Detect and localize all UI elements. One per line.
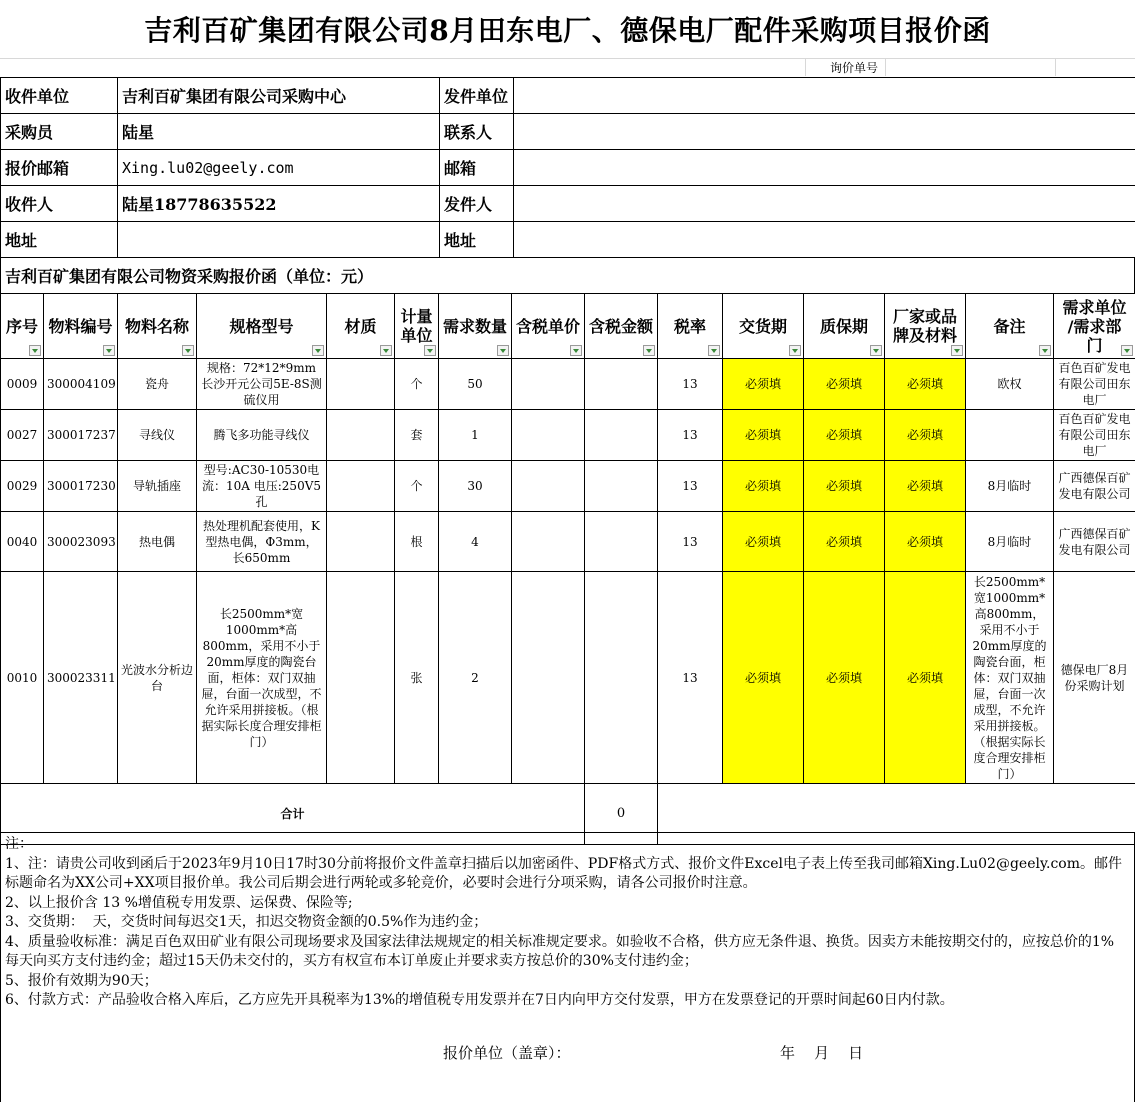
quote-unit-stamp-label: 报价单位（盖章）： xyxy=(443,1043,571,1062)
filter-dropdown-icon[interactable] xyxy=(570,345,582,356)
cell-brand[interactable]: 必须填 xyxy=(885,512,966,572)
col-seq[interactable] xyxy=(1,294,44,359)
cell-brand[interactable]: 必须填 xyxy=(885,359,966,410)
filter-dropdown-icon[interactable] xyxy=(1039,345,1051,356)
col-dept-label-line3: 门 xyxy=(1086,335,1103,355)
buyer-value[interactable]: 陆星 xyxy=(118,114,440,150)
cell-unit[interactable]: 套 xyxy=(395,410,439,461)
buyer-label: 采购员 xyxy=(1,114,118,150)
cell-unit[interactable]: 张 xyxy=(395,572,439,784)
receiver-unit-value[interactable]: 吉利百矿集团有限公司采购中心 xyxy=(118,78,440,114)
cell-warranty[interactable]: 必须填 xyxy=(804,461,885,512)
col-unit-price[interactable] xyxy=(512,294,585,359)
inquiry-number-label: 询价单号 xyxy=(830,61,879,75)
cell-warranty[interactable]: 必须填 xyxy=(804,359,885,410)
cell-seq[interactable]: 0027 xyxy=(1,410,44,461)
cell-qty[interactable]: 50 xyxy=(439,359,512,410)
cell-brand[interactable]: 必须填 xyxy=(885,410,966,461)
col-material-label: 材质 xyxy=(344,316,377,336)
cell-qty[interactable]: 30 xyxy=(439,461,512,512)
grid-line xyxy=(885,59,886,76)
mail-value[interactable] xyxy=(514,150,1135,186)
cell-code[interactable]: 300017237 xyxy=(44,410,118,461)
cell-remark[interactable] xyxy=(966,410,1054,461)
cell-unit-price[interactable] xyxy=(512,410,585,461)
col-name-label: 物料名称 xyxy=(124,316,189,336)
table-row xyxy=(1,410,1135,461)
cell-delivery[interactable]: 必须填 xyxy=(723,359,804,410)
col-warranty-label: 质保期 xyxy=(819,316,868,336)
cell-name[interactable]: 导轨插座 xyxy=(118,461,197,512)
note-item: 6、付款方式：产品验收合格入库后，乙方应先开具税率为13%的增值税专用发票并在7日内向甲方交付发票，甲方在发票登记的开票时间起60日内付款。 xyxy=(5,992,954,1008)
col-brand-label-line1: 厂家或品 xyxy=(892,307,957,326)
cell-unit[interactable]: 个 xyxy=(395,359,439,410)
grid-line xyxy=(1055,59,1056,76)
sender-receiver-table xyxy=(0,77,1135,258)
cell-spec[interactable]: 规格：72*12*9mm 长沙开元公司5E-8S测硫仪用 xyxy=(197,359,327,410)
filter-dropdown-icon[interactable] xyxy=(380,345,392,356)
recipient-value[interactable]: 陆星18778635522 xyxy=(118,186,440,222)
note-item: 1、注：请贵公司收到函后于2023年9月10日17时30分前将报价文件盖章扫描后以加密函件、PDF格式方式、报价文件Excel电子表上传至我司邮箱Xing.Lu02@geely.com。邮件标题命名为XX公司+XX项目报价单。我公司后期会进行两轮或多轮竞价，必要时会进行分项采购，请各公司报价时注意。 xyxy=(5,855,1123,891)
quote-email-value[interactable]: Xing.lu02@geely.com xyxy=(118,150,440,186)
cell-material[interactable] xyxy=(327,461,395,512)
cell-remark[interactable]: 8月临时 xyxy=(966,512,1054,572)
col-delivery[interactable] xyxy=(723,294,804,359)
cell-material[interactable] xyxy=(327,359,395,410)
cell-unit[interactable]: 个 xyxy=(395,461,439,512)
filter-dropdown-icon[interactable] xyxy=(870,345,882,356)
cell-name[interactable]: 寻线仪 xyxy=(118,410,197,461)
sender-unit-label: 发件单位 xyxy=(440,78,514,114)
cell-unit-price[interactable] xyxy=(512,359,585,410)
col-amount-label: 含税金额 xyxy=(588,316,653,336)
col-spec-label: 规格型号 xyxy=(229,316,294,336)
cell-qty[interactable]: 1 xyxy=(439,410,512,461)
cell-brand[interactable]: 必须填 xyxy=(885,461,966,512)
col-qty[interactable] xyxy=(439,294,512,359)
cell-warranty[interactable]: 必须填 xyxy=(804,512,885,572)
cell-spec[interactable]: 型号:AC30-10530电流：10A 电压:250V5孔 xyxy=(197,461,327,512)
col-seq-label: 序号 xyxy=(5,316,38,336)
cell-warranty[interactable]: 必须填 xyxy=(804,572,885,784)
col-brand-label-line2: 牌及材料 xyxy=(892,326,957,345)
cell-spec[interactable]: 长2500mm*宽1000mm*高800mm，采用不小于20mm厚度的陶瓷台面，柜体：双门双抽屉，台面一次成型，不允许采用拼接板。（根据实际长度合理安排柜门） xyxy=(197,572,327,784)
col-delivery-label: 交货期 xyxy=(738,316,787,336)
cell-code[interactable]: 300023311 xyxy=(44,572,118,784)
cell-delivery[interactable]: 必须填 xyxy=(723,461,804,512)
col-unit[interactable] xyxy=(395,294,439,359)
col-tax-label: 税率 xyxy=(673,316,706,336)
total-label: 合计 xyxy=(1,784,585,845)
filter-dropdown-icon[interactable] xyxy=(789,345,801,356)
col-unit-price-label: 含税单价 xyxy=(515,316,580,336)
cell-amount[interactable] xyxy=(585,359,658,410)
cell-material[interactable] xyxy=(327,410,395,461)
cell-delivery[interactable]: 必须填 xyxy=(723,410,804,461)
receiver-unit-label: 收件单位 xyxy=(1,78,118,114)
table-row xyxy=(1,572,1135,784)
cell-spec[interactable]: 热处理机配套使用，K型热电偶，Φ3mm，长650mm xyxy=(197,512,327,572)
cell-seq[interactable]: 0040 xyxy=(1,512,44,572)
grid-line xyxy=(805,59,806,76)
col-tax[interactable] xyxy=(658,294,723,359)
cell-seq[interactable]: 0010 xyxy=(1,572,44,784)
sender-value[interactable] xyxy=(514,186,1135,222)
col-remark-label: 备注 xyxy=(993,316,1026,336)
cell-code[interactable]: 300017230 xyxy=(44,461,118,512)
col-dept-label-line1: 需求单位 xyxy=(1062,297,1127,317)
address2-label: 地址 xyxy=(440,222,514,258)
cell-delivery[interactable]: 必须填 xyxy=(723,572,804,784)
cell-tax[interactable]: 13 xyxy=(658,359,723,410)
cell-amount[interactable] xyxy=(585,512,658,572)
col-dept-label-line2: /需求部 xyxy=(1067,316,1122,336)
cell-brand[interactable]: 必须填 xyxy=(885,572,966,784)
col-code[interactable] xyxy=(44,294,118,359)
page-title: 吉利百矿集团有限公司8月田东电厂、德保电厂配件采购项目报价函 xyxy=(0,0,1135,59)
col-dept[interactable] xyxy=(1054,294,1135,359)
cell-name[interactable]: 瓷舟 xyxy=(118,359,197,410)
cell-material[interactable] xyxy=(327,512,395,572)
filter-dropdown-icon[interactable] xyxy=(312,345,324,356)
address-label: 地址 xyxy=(1,222,118,258)
cell-amount[interactable] xyxy=(585,572,658,784)
cell-remark[interactable]: 欧权 xyxy=(966,359,1054,410)
cell-name[interactable]: 光波水分析边台 xyxy=(118,572,197,784)
cell-dept[interactable]: 百色百矿发电有限公司田东电厂 xyxy=(1054,410,1135,461)
cell-remark[interactable]: 8月临时 xyxy=(966,461,1054,512)
cell-seq[interactable]: 0009 xyxy=(1,359,44,410)
note-item: 4、质量验收标准：满足百色双田矿业有限公司现场要求及国家法律法规规定的相关标准规定要求。如验收不合格，供方应无条件退、换货。因卖方未能按期交付的，应按总价的1% 每天向买方支付违约金；超过15天仍未交付的，买方有权宣布本订单废止并要求卖方按总价的30%支付违约金； xyxy=(5,933,1119,969)
filter-dropdown-icon[interactable] xyxy=(103,345,115,356)
cell-unit-price[interactable] xyxy=(512,572,585,784)
table-row xyxy=(1,512,1135,572)
col-unit-label-line1: 计量 xyxy=(400,307,433,326)
cell-delivery[interactable]: 必须填 xyxy=(723,512,804,572)
contact-label: 联系人 xyxy=(440,114,514,150)
cell-unit-price[interactable] xyxy=(512,512,585,572)
items-table xyxy=(0,293,1135,845)
address2-value[interactable] xyxy=(514,222,1135,258)
cell-dept[interactable]: 德保电厂8月份采购计划 xyxy=(1054,572,1135,784)
col-name[interactable] xyxy=(118,294,197,359)
filter-dropdown-icon[interactable] xyxy=(708,345,720,356)
note-item: 5、报价有效期为90天； xyxy=(5,972,158,989)
note-item: 3、交货期： 天，交货时间每迟交1天，扣迟交物资金额的0.5%作为违约金； xyxy=(5,914,488,930)
col-warranty[interactable] xyxy=(804,294,885,359)
col-unit-label-line2: 单位 xyxy=(400,326,433,345)
cell-qty[interactable]: 4 xyxy=(439,512,512,572)
cell-amount[interactable] xyxy=(585,461,658,512)
col-code-label: 物料编号 xyxy=(48,316,113,336)
col-material[interactable] xyxy=(327,294,395,359)
cell-tax[interactable]: 13 xyxy=(658,461,723,512)
cell-code[interactable]: 300023093 xyxy=(44,512,118,572)
col-spec[interactable] xyxy=(197,294,327,359)
cell-tax[interactable]: 13 xyxy=(658,410,723,461)
cell-seq[interactable]: 0029 xyxy=(1,461,44,512)
cell-tax[interactable]: 13 xyxy=(658,572,723,784)
filter-dropdown-icon[interactable] xyxy=(497,345,509,356)
cell-warranty[interactable]: 必须填 xyxy=(804,410,885,461)
quote-email-label: 报价邮箱 xyxy=(1,150,118,186)
sign-date: 年 月 日 xyxy=(780,1043,864,1062)
filter-dropdown-icon[interactable] xyxy=(424,345,436,356)
cell-code[interactable]: 300004109 xyxy=(44,359,118,410)
col-remark[interactable] xyxy=(966,294,1054,359)
filter-dropdown-icon[interactable] xyxy=(29,345,41,356)
col-brand[interactable] xyxy=(885,294,966,359)
filter-dropdown-icon[interactable] xyxy=(1121,345,1133,356)
filter-dropdown-icon[interactable] xyxy=(951,345,963,356)
cell-qty[interactable]: 2 xyxy=(439,572,512,784)
col-qty-label: 需求数量 xyxy=(442,316,507,336)
filter-dropdown-icon[interactable] xyxy=(182,345,194,356)
sender-label: 发件人 xyxy=(440,186,514,222)
cell-tax[interactable]: 13 xyxy=(658,512,723,572)
cell-material[interactable] xyxy=(327,572,395,784)
table-subtitle: 吉利百矿集团有限公司物资采购报价函（单位：元） xyxy=(0,257,1135,293)
cell-remark[interactable]: 长2500mm*宽1000mm*高800mm，采用不小于20mm厚度的陶瓷台面，柜体：双门双抽屉，台面一次成型，不允许采用拼接板。（根据实际长度合理安排柜门） xyxy=(966,572,1054,784)
cell-spec[interactable]: 腾飞多功能寻线仪 xyxy=(197,410,327,461)
mail-label: 邮箱 xyxy=(440,150,514,186)
filter-dropdown-icon[interactable] xyxy=(643,345,655,356)
address-value[interactable] xyxy=(118,222,440,258)
recipient-label: 收件人 xyxy=(1,186,118,222)
cell-dept[interactable]: 百色百矿发电有限公司田东电厂 xyxy=(1054,359,1135,410)
cell-name[interactable]: 热电偶 xyxy=(118,512,197,572)
contact-value[interactable] xyxy=(514,114,1135,150)
cell-amount[interactable] xyxy=(585,410,658,461)
cell-unit-price[interactable] xyxy=(512,461,585,512)
cell-dept[interactable]: 广西德保百矿发电有限公司 xyxy=(1054,461,1135,512)
table-row xyxy=(1,461,1135,512)
col-amount[interactable] xyxy=(585,294,658,359)
sender-unit-value[interactable] xyxy=(514,78,1135,114)
notes-heading: 注： xyxy=(5,836,33,852)
total-amount[interactable]: 0 xyxy=(585,784,658,845)
cell-dept[interactable]: 广西德保百矿发电有限公司 xyxy=(1054,512,1135,572)
table-row xyxy=(1,359,1135,410)
cell-unit[interactable]: 根 xyxy=(395,512,439,572)
note-item: 2、以上报价含 13 %增值税专用发票、运保费、保险等; xyxy=(5,894,353,911)
